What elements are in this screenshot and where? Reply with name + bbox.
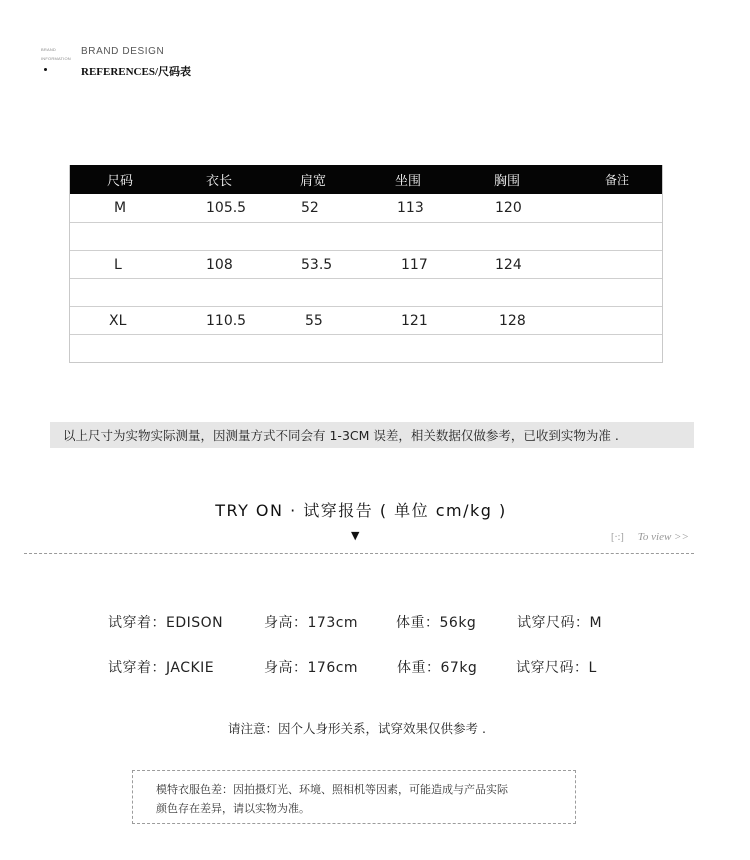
table-row <box>70 250 662 278</box>
expand-icon: [·:] <box>611 532 624 543</box>
table-row <box>70 194 662 222</box>
table-cell: 120 <box>495 200 522 216</box>
table-row <box>70 222 662 250</box>
measurement-disclaimer: 以上尺寸为实物实际测量，因测量方式不同会有 1-3CM 误差，相关数据仅做参考，已收到实物为准 . <box>50 422 694 448</box>
table-cell: 108 <box>206 256 233 273</box>
size-table-header-cell: 肩宽 <box>300 174 327 189</box>
bullet-dot-icon <box>44 68 47 71</box>
color-difference-note <box>132 770 576 824</box>
table-cell: 55 <box>305 312 323 329</box>
table-row <box>70 306 662 334</box>
tester-height: 身高：176cm <box>264 660 359 676</box>
table-cell: 124 <box>495 256 522 273</box>
brand-small-label: BRAND <box>41 47 57 52</box>
color-note-line: 模特衣服色差：因拍摄灯光、环境、照相机等因素，可能造成与产品实际 <box>156 783 508 796</box>
tester-size: 试穿尺码：M <box>517 615 603 631</box>
section-divider <box>24 553 694 554</box>
table-cell: 110.5 <box>206 312 247 329</box>
table-cell: 53.5 <box>301 256 333 273</box>
tester-name: 试穿着：EDISON <box>108 615 224 631</box>
table-cell: 52 <box>301 200 319 216</box>
tryon-notice: 请注意：因个人身形关系，试穿效果仅供参考 . <box>228 721 486 736</box>
table-row <box>70 334 662 362</box>
table-cell: 105.5 <box>206 200 247 216</box>
size-chart-table <box>69 165 663 363</box>
tester-name: 试穿着：JACKIE <box>108 660 215 676</box>
to-view-link[interactable] <box>611 531 689 543</box>
table-cell: 117 <box>401 256 428 273</box>
to-view-label: To view >> <box>637 531 689 543</box>
tester-size: 试穿尺码：L <box>516 660 597 676</box>
tester-weight: 体重：67kg <box>397 660 478 676</box>
down-triangle-icon: ▼ <box>351 529 360 542</box>
size-table-header-cell: 坐围 <box>395 174 422 189</box>
table-cell: L <box>114 256 122 273</box>
table-cell: XL <box>109 312 127 329</box>
table-row <box>70 278 662 306</box>
table-cell: 113 <box>397 200 424 216</box>
brand-small-sublabel: INFORMATION <box>41 56 71 61</box>
brand-design-label: BRAND DESIGN <box>81 46 165 57</box>
tryon-title: TRY ON · 试穿报告 ( 单位 cm/kg ) <box>215 501 507 520</box>
tester-height: 身高：173cm <box>264 615 359 631</box>
size-table-header <box>70 165 662 194</box>
size-table-header-cell: 胸围 <box>494 174 521 189</box>
size-table-header-cell: 备注 <box>605 173 630 187</box>
table-cell: M <box>114 200 127 216</box>
size-table-header-cell: 衣长 <box>206 174 233 189</box>
table-cell: 128 <box>499 312 526 329</box>
references-title: REFERENCES/尺码表 <box>81 66 192 78</box>
table-cell: 121 <box>401 312 428 329</box>
tester-weight: 体重：56kg <box>396 615 477 631</box>
color-note-line: 颜色存在差异，请以实物为准。 <box>156 802 310 815</box>
size-table-header-cell: 尺码 <box>107 174 134 189</box>
